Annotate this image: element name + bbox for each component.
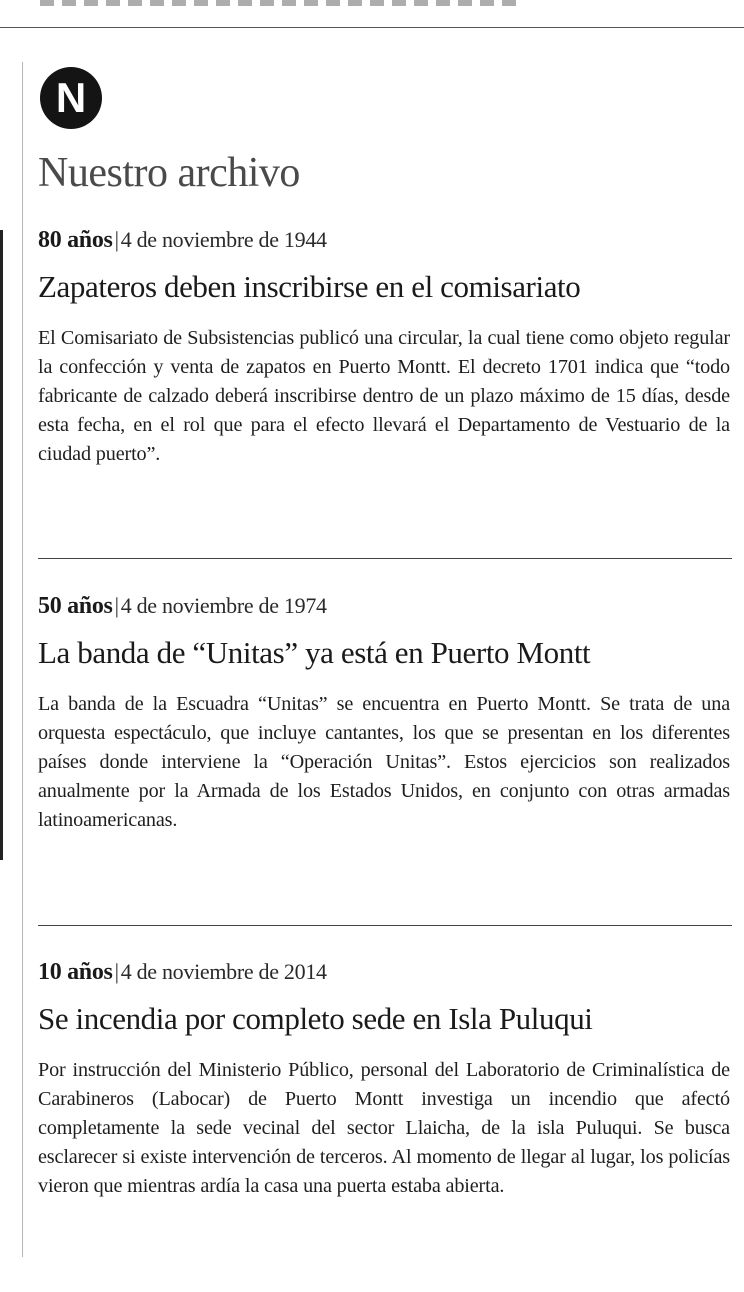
logo-letter: N bbox=[55, 74, 87, 121]
entry-date: 4 de noviembre de 2014 bbox=[120, 959, 327, 984]
archive-entry-50 bbox=[38, 592, 730, 835]
archive-entry-80 bbox=[38, 226, 730, 469]
entry-separator: | bbox=[114, 593, 119, 618]
entry-body: La banda de la Escuadra “Unitas” se encuentra en Puerto Montt. Se trata de una orquesta espectáculo, que incluye cantantes, los que se presentan en los diferentes países donde interviene la “Operación Unitas”. Estos ejercicios son realizados anualmente por la Armada de los Estados Unidos, en conjunto con otras armadas latinoamericanas. bbox=[38, 693, 730, 831]
entry-kicker bbox=[38, 592, 730, 620]
entry-body: Por instrucción del Ministerio Público, personal del Laboratorio de Criminalística de Carabineros (Labocar) de Puerto Montt investiga un incendio que afectó completamente la sede vecinal del sector Llaicha, de la isla Puluqui. Se busca esclarecer si existe intervención de terceros. Al momento de llegar al lugar, los policías vieron que mientras ardía la casa una puerta estaba abierta. bbox=[38, 1059, 730, 1197]
entry-headline: Zapateros deben inscribirse en el comisariato bbox=[38, 269, 581, 304]
entry-divider bbox=[38, 558, 732, 559]
adjacent-column-edge bbox=[0, 230, 3, 860]
entry-divider bbox=[38, 925, 732, 926]
entry-kicker bbox=[38, 958, 730, 986]
column-rule bbox=[22, 62, 23, 1257]
entry-separator: | bbox=[114, 227, 119, 252]
entry-years: 50 años bbox=[38, 593, 113, 619]
archive-entry-10 bbox=[38, 958, 730, 1201]
entry-headline: Se incendia por completo sede en Isla Puluqui bbox=[38, 1001, 593, 1036]
entry-years: 10 años bbox=[38, 959, 113, 985]
entry-years: 80 años bbox=[38, 227, 113, 253]
clipped-text-above bbox=[40, 0, 520, 6]
entry-body: El Comisariato de Subsistencias publicó una circular, la cual tiene como objeto regular la confección y venta de zapatos en Puerto Montt. El decreto 1701 indica que “todo fabricante de calzado deberá inscribirse dentro de un plazo máximo de 15 días, desde esta fecha, en el rol que para el efecto llevará el Departamento de Vestuario de la ciudad puerto”. bbox=[38, 327, 730, 465]
entry-kicker bbox=[38, 226, 730, 254]
entry-headline: La banda de “Unitas” ya está en Puerto Montt bbox=[38, 635, 591, 670]
entry-date: 4 de noviembre de 1944 bbox=[120, 227, 327, 252]
entry-separator: | bbox=[114, 959, 119, 984]
section-title: Nuestro archivo bbox=[38, 150, 300, 196]
n-logo-icon bbox=[40, 67, 102, 129]
top-rule bbox=[0, 27, 744, 28]
entry-date: 4 de noviembre de 1974 bbox=[120, 593, 327, 618]
